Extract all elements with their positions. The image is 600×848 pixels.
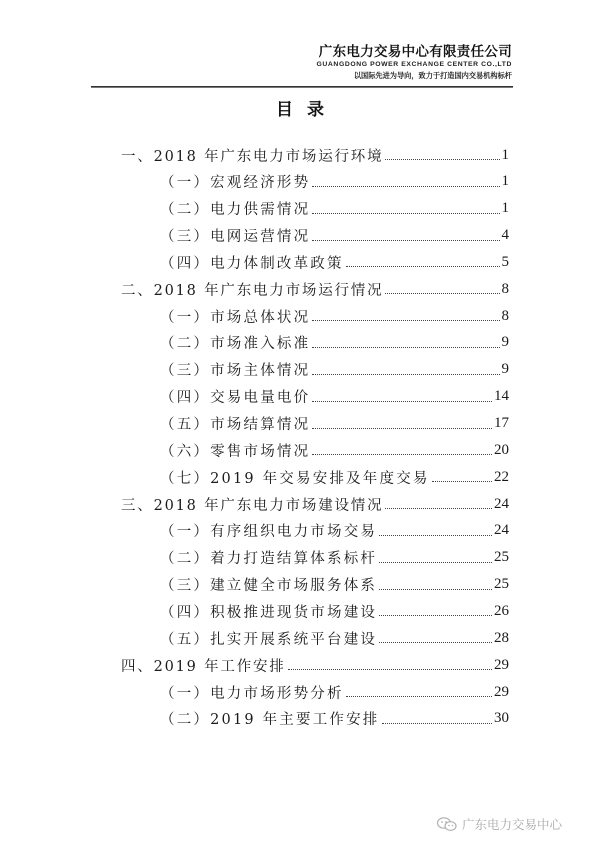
dot-leader [312,427,492,429]
toc-page-number: 14 [494,388,509,405]
company-name-cn: 广东电力交易中心有限责任公司 [318,44,512,60]
company-slogan: 以国际先进为导向，致力于打造国内交易机构标杆 [353,71,512,80]
toc-page-number: 20 [494,441,509,458]
toc-page-number: 1 [501,146,509,163]
toc-section-entry[interactable] [160,679,509,705]
dot-leader [312,453,492,455]
toc-entry-label: （三）建立健全市场服务体系 [160,578,378,595]
dot-leader [379,641,492,643]
toc-entry-label: （二）电力供需情况 [160,202,311,219]
dot-leader [385,507,492,509]
dot-leader [312,239,499,241]
toc-entry-label: 二、2018 年广东电力市场运行情况 [121,282,384,299]
toc-page-number: 1 [501,173,509,190]
toc-entry-label: （一）电力市场形势分析 [160,685,344,702]
watermark-text: 广东电力交易中心 [461,817,562,832]
toc-section-entry[interactable] [160,518,509,544]
toc-page-number: 8 [501,307,509,324]
toc-entry-label: （三）市场主体情况 [160,363,311,380]
dot-leader [288,668,492,670]
toc-page-number: 30 [494,710,509,727]
dot-leader [432,480,492,482]
toc-section-entry[interactable] [160,598,509,624]
dot-leader [382,722,492,724]
dot-leader [312,185,499,187]
toc-page-number: 25 [494,576,509,593]
toc-section-entry[interactable] [160,625,509,651]
toc-section-entry[interactable] [160,169,509,195]
dot-leader [312,212,499,214]
toc-page-number: 4 [501,227,509,244]
toc-entry-label: （五）扎实开展系统平台建设 [160,631,378,648]
dot-leader [379,534,492,536]
toc-entry-label: 三、2018 年广东电力市场建设情况 [121,497,384,514]
toc-entry-label: （五）市场结算情况 [160,417,311,433]
toc-page-number: 8 [501,280,509,297]
dot-leader [312,400,492,402]
dot-leader [312,373,499,375]
toc-entry-label: （一）宏观经济形势 [160,175,311,192]
toc-page-number: 24 [494,522,509,539]
toc-entry-label: （一）有序组织电力市场交易 [160,524,378,541]
toc-section-entry[interactable] [160,303,509,329]
watermark [436,815,562,833]
dot-leader [312,319,499,321]
toc-entry-label: （四）电力体制改革政策 [160,255,344,272]
toc-section-entry[interactable] [160,223,509,249]
toc-chapter-entry[interactable] [121,491,509,517]
toc-title: 目录 [276,100,338,120]
toc-section-entry[interactable] [160,249,509,275]
toc-entry-label: （三）电网运营情况 [160,229,311,246]
dot-leader [379,614,492,616]
toc-chapter-entry[interactable] [121,276,509,302]
toc-entry-label: 一、2018 年广东电力市场运行环境 [121,148,384,165]
toc-entry-label: （一）市场总体状况 [160,309,311,326]
dot-leader [346,265,500,267]
toc-page-number: 1 [501,200,509,217]
toc-page-number: 29 [494,656,509,673]
dot-leader [379,561,492,563]
toc-section-entry[interactable] [160,545,509,571]
toc-section-entry[interactable] [160,411,509,437]
toc-section-entry[interactable] [160,330,509,356]
toc-entry-label: （二）市场准入标准 [160,336,311,353]
toc-page-number: 29 [494,683,509,700]
toc-page-number: 9 [501,361,509,378]
toc-entry-label: （四）积极推进现货市场建设 [160,604,378,621]
toc-section-entry[interactable] [160,357,509,383]
toc-section-entry[interactable] [160,464,509,490]
toc-entry-label: （二）2019 年主要工作安排 [160,712,380,729]
dot-leader [385,158,499,160]
toc-entry-label: （七）2019 年交易安排及年度交易 [160,470,430,487]
toc-page-number: 28 [494,629,509,646]
dot-leader [379,588,492,590]
company-name-en: GUANGDONG POWER EXCHANGE CENTER CO.,LTD [316,61,512,68]
toc-section-entry[interactable] [160,196,509,222]
wechat-icon [436,816,458,832]
toc-entry-label: （六）零售市场情况 [160,443,311,460]
dot-leader [346,695,492,697]
toc-section-entry[interactable] [160,437,509,463]
toc-chapter-entry[interactable] [121,142,509,168]
toc-page-number: 26 [494,602,509,619]
toc-section-entry[interactable] [160,384,509,410]
toc-page-number: 17 [494,415,509,431]
toc-page-number: 24 [494,495,509,512]
header-divider [91,86,513,88]
toc-entry-label: 四、2019 年工作安排 [121,658,286,675]
toc-entry-label: （二）着力打造结算体系标杆 [160,551,378,568]
toc-chapter-entry[interactable] [121,652,509,678]
letterhead [317,44,512,81]
toc-section-entry[interactable] [160,572,509,598]
toc-page-number: 22 [494,468,509,485]
dot-leader [385,292,499,294]
toc-page-number: 25 [494,549,509,566]
toc-page-number: 9 [501,334,509,351]
toc-page-number: 5 [501,253,509,270]
toc-entry-label: （四）交易电量电价 [160,390,311,407]
dot-leader [312,346,499,348]
toc-section-entry[interactable] [160,706,509,732]
